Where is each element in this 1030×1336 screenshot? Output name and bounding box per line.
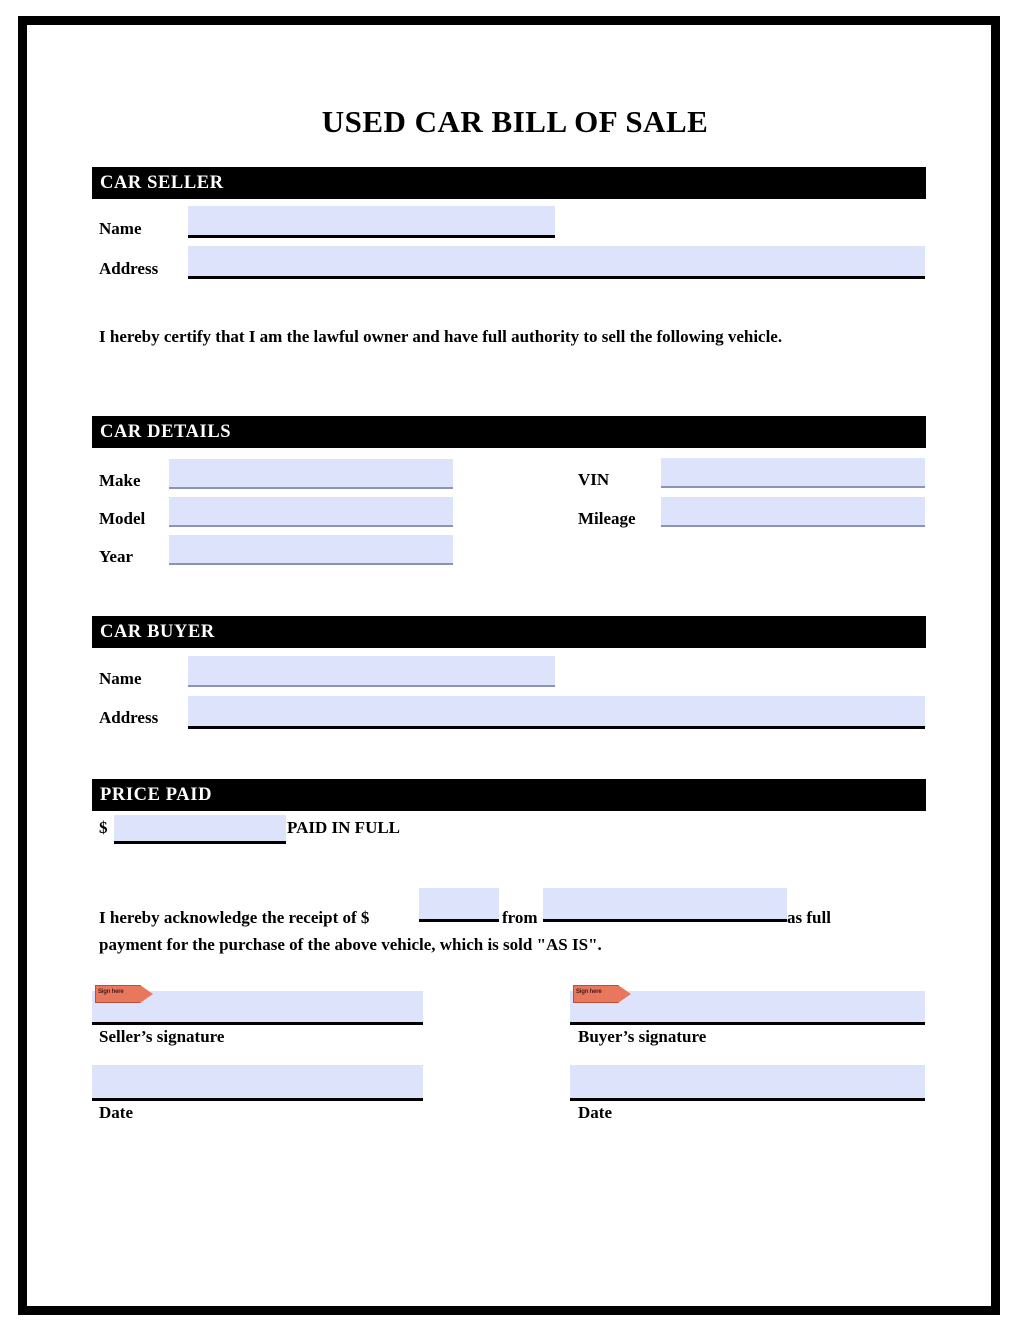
seller-date-underline [92, 1098, 423, 1101]
buyer-date-caption: Date [578, 1103, 612, 1122]
acknowledgement-payer-input[interactable] [543, 888, 787, 919]
sign-here-tag-buyer[interactable] [573, 985, 631, 1003]
sign-here-tag-arrow [618, 985, 631, 1003]
seller-address-underline [188, 276, 925, 279]
acknowledgement-amount-input[interactable] [419, 888, 499, 919]
sign-here-tag-seller[interactable] [95, 985, 153, 1003]
car-mileage-label: Mileage [578, 509, 636, 528]
seller-name-underline [188, 235, 555, 238]
car-year-label: Year [99, 547, 133, 566]
car-year-underline [169, 563, 453, 565]
buyer-name-underline [188, 685, 555, 687]
page-title: USED CAR BILL OF SALE [321, 104, 709, 139]
seller-address-label: Address [99, 259, 159, 278]
car-year-input[interactable] [169, 535, 453, 563]
price-amount-underline [114, 841, 286, 844]
buyer-date-underline [570, 1098, 925, 1101]
section-header-car-seller: CAR SELLER [92, 167, 926, 199]
buyer-address-label: Address [99, 708, 159, 727]
car-model-label: Model [99, 509, 146, 528]
buyer-signature-underline [570, 1022, 925, 1025]
seller-date-caption: Date [99, 1103, 133, 1122]
seller-name-label: Name [99, 219, 142, 238]
seller-address-input[interactable] [188, 246, 925, 276]
car-make-label: Make [99, 471, 141, 490]
seller-certification-text: I hereby certify that I am the lawful owner and have full authority to sell the following vehicle. [99, 327, 783, 346]
acknowledgement-text-part1: I hereby acknowledge the receipt of $ [99, 908, 370, 927]
section-header-car-details: CAR DETAILS [92, 416, 926, 448]
car-mileage-underline [661, 525, 925, 527]
acknowledgement-text-part2: from [502, 908, 538, 927]
acknowledgement-text-line2: payment for the purchase of the above vehicle, which is sold "AS IS". [99, 935, 602, 954]
car-make-input[interactable] [169, 459, 453, 487]
car-vin-label: VIN [578, 470, 610, 489]
buyer-address-input[interactable] [188, 696, 925, 726]
buyer-name-label: Name [99, 669, 142, 688]
car-mileage-input[interactable] [661, 497, 925, 525]
buyer-date-input[interactable] [570, 1065, 925, 1098]
car-model-input[interactable] [169, 497, 453, 525]
paid-in-full-label: PAID IN FULL [287, 818, 401, 837]
car-model-underline [169, 525, 453, 527]
car-vin-underline [661, 486, 925, 488]
car-make-underline [169, 487, 453, 489]
buyer-signature-caption: Buyer’s signature [578, 1027, 707, 1046]
price-amount-input[interactable] [114, 815, 286, 841]
section-header-car-buyer: CAR BUYER [92, 616, 926, 648]
seller-signature-underline [92, 1022, 423, 1025]
acknowledgement-text-part3: as full [787, 908, 831, 927]
buyer-name-input[interactable] [188, 656, 555, 685]
sign-here-tag-label: Sign here [576, 989, 602, 995]
seller-date-input[interactable] [92, 1065, 423, 1098]
car-vin-input[interactable] [661, 458, 925, 486]
seller-name-input[interactable] [188, 206, 555, 235]
seller-signature-caption: Seller’s signature [99, 1027, 225, 1046]
price-currency-symbol: $ [99, 818, 108, 837]
sign-here-tag-arrow [140, 985, 153, 1003]
acknowledgement-amount-underline [419, 919, 499, 922]
section-header-price-paid: PRICE PAID [92, 779, 926, 811]
acknowledgement-payer-underline [543, 919, 787, 922]
buyer-address-underline [188, 726, 925, 729]
sign-here-tag-label: Sign here [98, 989, 124, 995]
